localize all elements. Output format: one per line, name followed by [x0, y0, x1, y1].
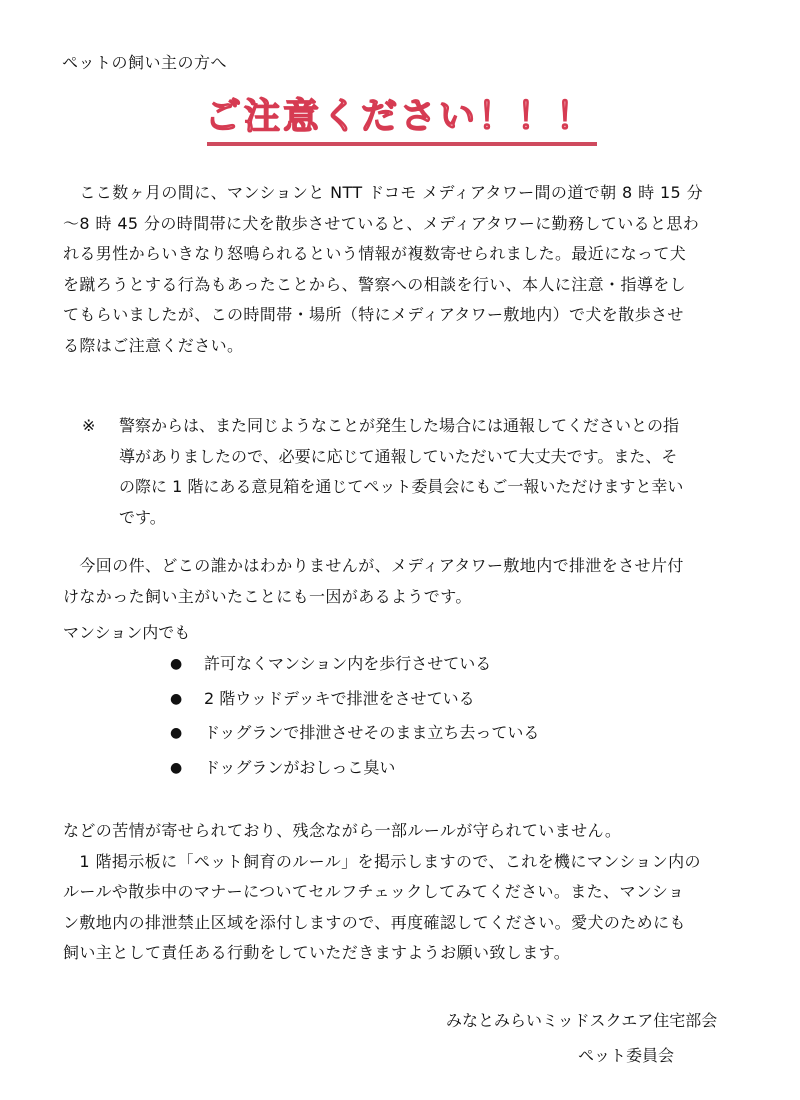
bullet-icon: ●	[170, 759, 183, 776]
list-item	[170, 652, 539, 687]
list-item	[170, 687, 539, 722]
note-mark: ※	[82, 416, 96, 435]
list-item-text: ドッグランで排泄させそのまま立ち去っている	[204, 723, 540, 742]
note-line: 警察からは、また同じようなことが発生した場合には通報してくださいとの指	[119, 416, 680, 435]
notice-title: ご注意ください！！！	[205, 96, 596, 137]
note-line: の際に 1 階にある意見箱を通じてペット委員会にもご一報いただけますと幸い	[119, 477, 684, 496]
note-line: 導がありましたので、必要に応じて通報していただいて大丈夫です。また、そ	[119, 446, 678, 466]
paragraph-line: 今回の件、どこの誰かはわかりませんが、メディアタワー敷地内で排泄をさせ片付	[63, 556, 684, 575]
list-item	[170, 756, 539, 791]
paragraph-line: ～8 時 45 分の時間帯に犬を散歩させていると、メディアタワーに勤務していると思わ	[63, 213, 700, 233]
paragraph-line: 1 階掲示板に「ペット飼育のルール」を掲示しますので、これを機にマンション内の	[63, 851, 701, 871]
paragraph-line: けなかった飼い主がいたことにも一因があるようです。	[63, 586, 472, 606]
note-body	[119, 411, 749, 533]
paragraph-line: を蹴ろうとする行為もあったことから、警察への相談を行い、本人に注意・指導をし	[63, 274, 687, 294]
paragraph-request	[63, 816, 743, 969]
bullet-icon: ●	[170, 690, 183, 707]
paragraph-cause	[63, 551, 743, 612]
bullet-icon: ●	[170, 656, 183, 672]
paragraph-line: る際はご注意ください。	[63, 335, 244, 355]
paragraph-line: てもらいましたが、この時間帯・場所（特にメディアタワー敷地内）で犬を散歩させ	[63, 305, 684, 324]
list-item-text: 許可なくマンション内を歩行させている	[204, 654, 492, 673]
bullet-icon: ●	[170, 725, 183, 741]
paragraph-line: 飼い主として責任ある行動をしていただきますようお願い致します。	[63, 943, 571, 962]
paragraph-line: ルールや散歩中のマナーについてセルフチェックしてみてください。また、マンショ	[63, 882, 685, 901]
complaint-list	[170, 652, 539, 790]
list-item-text: 2 階ウッドデッキで排泄をさせている	[204, 688, 475, 708]
title-block	[205, 88, 600, 148]
bullets-intro: マンション内でも	[63, 623, 191, 642]
list-item-text: ドッグランがおしっこ臭い	[204, 757, 396, 777]
addressee-line: ペットの飼い主の方へ	[62, 53, 228, 72]
signature-committee: ペット委員会	[578, 1046, 675, 1065]
paragraph-line: ン敷地内の排泄禁止区域を添付しますので、再度確認してください。愛犬のためにも	[63, 912, 686, 932]
note-line: です。	[119, 507, 166, 527]
signature-organization: みなとみらいミッドスクエア住宅部会	[446, 1011, 718, 1030]
paragraph-line: などの苦情が寄せられており、残念ながら一部ルールが守られていません。	[63, 821, 622, 840]
paragraph-line: れる男性からいきなり怒鳴られるという情報が複数寄せられました。最近になって犬	[63, 244, 687, 263]
list-item	[170, 721, 539, 756]
paragraph-line: ここ数ヶ月の間に、マンションと NTT ドコモ メディアタワー間の道で朝 8 時 15 分	[63, 183, 704, 202]
title-underline	[207, 142, 597, 146]
paragraph-incident	[63, 178, 743, 361]
